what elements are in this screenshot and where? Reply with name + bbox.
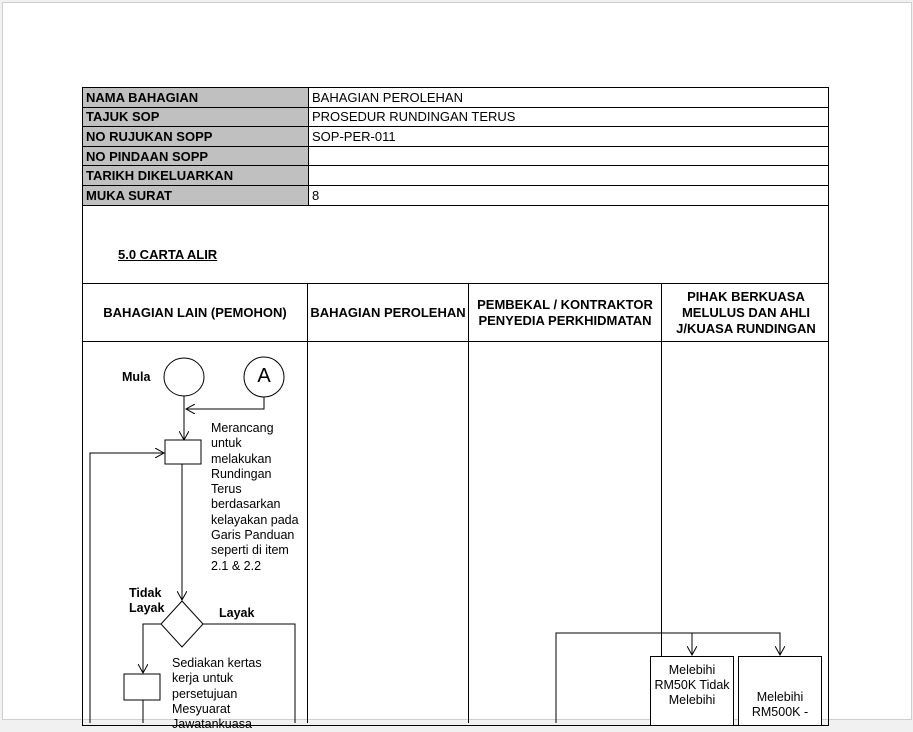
document-page bbox=[2, 2, 912, 732]
meta-label: TAJUK SOP bbox=[83, 107, 309, 127]
column-header-pemohon: BAHAGIAN LAIN (PEMOHON) bbox=[103, 304, 287, 320]
start-label: Mula bbox=[122, 370, 151, 384]
section-title: 5.0 CARTA ALIR bbox=[118, 247, 218, 262]
step2-text: Sediakan kertas kerja untuk persetujuan Mesyuarat Jawatankuasa bbox=[172, 656, 262, 732]
threshold-box-rm500k: Melebihi RM500K - bbox=[738, 656, 822, 726]
threshold-box-rm50k: Melebihi RM50K Tidak Melebihi bbox=[650, 656, 734, 726]
meta-value: PROSEDUR RUNDINGAN TERUS bbox=[309, 107, 829, 127]
flow-line bbox=[186, 397, 264, 409]
meta-label: MUKA SURAT bbox=[83, 185, 309, 205]
process-box-paper bbox=[124, 674, 160, 700]
flow-line bbox=[143, 624, 161, 673]
meta-value: 8 bbox=[309, 185, 829, 205]
meta-value: BAHAGIAN PEROLEHAN bbox=[309, 88, 829, 108]
decision-no-label: Tidak Layak bbox=[129, 586, 165, 615]
meta-value: SOP-PER-011 bbox=[309, 127, 829, 147]
process-box-plan bbox=[165, 440, 201, 464]
meta-label: NO PINDAAN SOPP bbox=[83, 146, 309, 166]
connector-a-label: A bbox=[257, 365, 271, 387]
column-header-pihak-berkuasa: PIHAK BERKUASA MELULUS DAN AHLI J/KUASA RUNDINGAN bbox=[676, 288, 816, 336]
column-header-perolehan: BAHAGIAN PEROLEHAN bbox=[310, 304, 466, 320]
meta-label: NO RUJUKAN SOPP bbox=[83, 127, 309, 147]
meta-label: TARIKH DIKELUARKAN bbox=[83, 166, 309, 186]
meta-label: NAMA BAHAGIAN bbox=[83, 88, 309, 108]
step1-text: Merancang untuk melakukan Rundingan Terus berdasarkan kelayakan pada Garis Panduan seperti di item 2.1 & 2.2 bbox=[211, 421, 299, 573]
decision-yes-label: Layak bbox=[219, 606, 255, 620]
start-terminator bbox=[164, 358, 204, 396]
column-header-pembekal: PEMBEKAL / KONTRAKTOR PENYEDIA PERKHIDMATAN bbox=[477, 296, 653, 328]
